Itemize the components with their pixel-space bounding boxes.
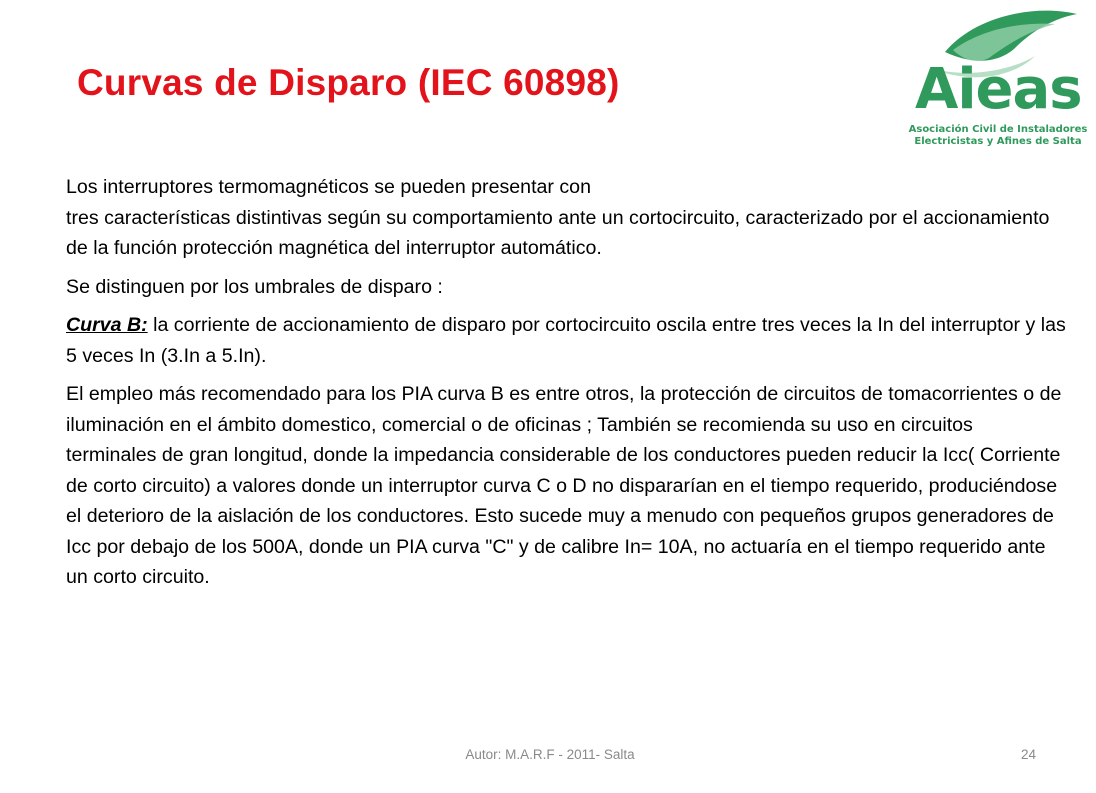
paragraph-curve-b [66,310,1066,371]
aieas-logo [905,8,1091,148]
curve-b-label: Curva B: [66,314,148,336]
page-number: 24 [1020,747,1036,762]
logo-subtitle-line1: Asociación Civil de Instaladores [908,124,1088,135]
slide-body [66,172,1066,593]
slide-title: Curvas de Disparo (IEC 60898) [77,62,620,103]
paragraph-intro-line1: Los interruptores termomagnéticos se pueden presentar con [66,176,591,198]
paragraph-usage: El empleo más recomendado para los PIA curva B es entre otros, la protección de circuitos de tomacorrientes o de iluminación en el ámbito domestico, comercial o de oficinas ; También se recomienda su uso en circuitos terminales de gran longitud, donde la impedancia considerable de los conductores pueden reducir la Icc( Corriente de corto circuito) a valores donde un interruptor curva C o D no dispararían en el tiempo requerido, produciéndose el deterioro de la aislación de los conductores. Esto sucede muy a menudo con pequeños grupos generadores de Icc por debajo de los 500A, donde un PIA curva "C" y de calibre In= 10A, no actuaría en el tiempo requerido ante un corto circuito. [66,383,1062,588]
logo-subtitle-line2: Electricistas y Afines de Salta [914,136,1082,147]
footer-author: Autor: M.A.R.F - 2011- Salta [465,747,635,762]
paragraph-intro [66,172,1066,264]
logo-subtitle [905,124,1091,148]
curve-b-text: la corriente de accionamiento de disparo por cortocircuito oscila entre tres veces la In del interruptor y las 5 veces In (3.In a 5.In). [66,314,1066,367]
paragraph-thresholds: Se distinguen por los umbrales de disparo : [66,275,443,298]
paragraph-intro-rest: tres características distintivas según su comportamiento ante un cortocircuito, caracterizado por el accionamiento de la función protección magnética del interruptor automático. [66,206,1050,259]
logo-wordmark: Aieas [915,57,1082,122]
